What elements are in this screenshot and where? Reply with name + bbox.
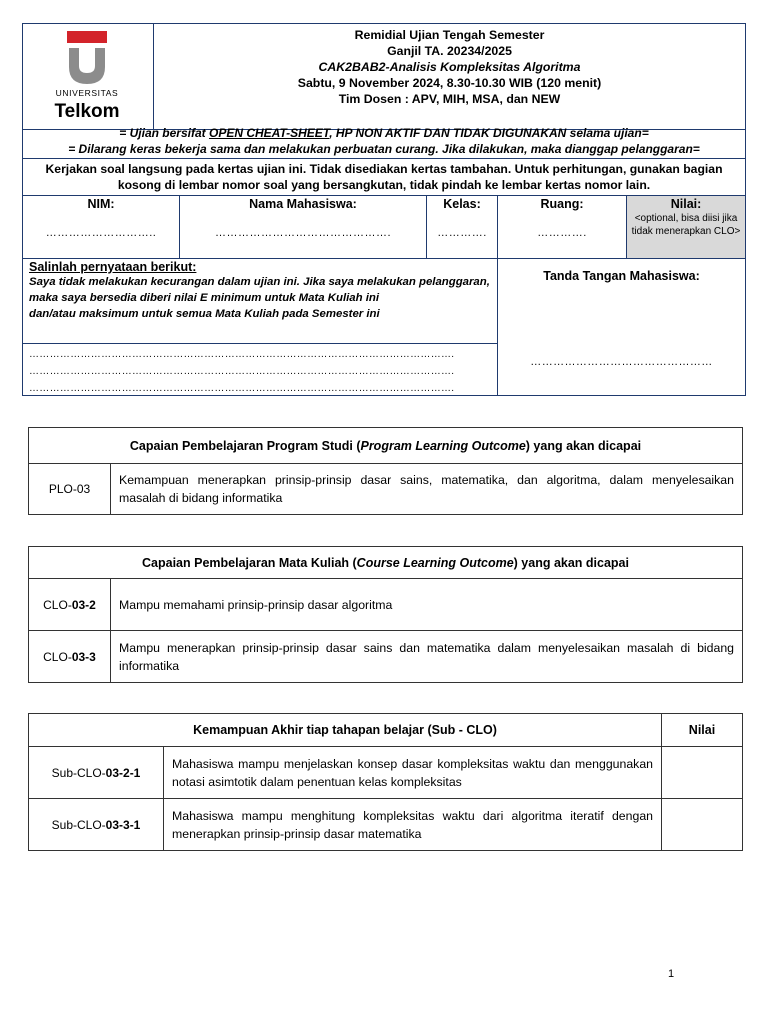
sub-clo-score-cell[interactable]	[662, 799, 743, 851]
table-row	[29, 631, 743, 683]
clo-table-header: Capaian Pembelajaran Mata Kuliah (Course Learning Outcome) yang akan dicapai	[29, 547, 743, 579]
logo-flag-icon	[67, 31, 107, 43]
sub-clo-description: Mahasiswa mampu menghitung kompleksitas waktu dari algoritma iteratif dengan menerapkan prinsip-prinsip dasar matematika	[164, 799, 662, 851]
table-row	[29, 579, 743, 631]
clo-description: Mampu memahami prinsip-prinsip dasar algoritma	[111, 579, 743, 631]
room-field[interactable]: Ruang: ………….	[498, 196, 627, 259]
sub-clo-code: Sub-CLO-03-2-1	[29, 747, 164, 799]
clo-code: CLO-03-3	[29, 631, 111, 683]
rule-line-2: = Dilarang keras bekerja sama dan melakukan perbuatan curang. Jika dilakukan, maka dianggap pelanggaran=	[68, 142, 700, 156]
page-number: 1	[668, 968, 675, 980]
rule-line-1: = Ujian bersifat OPEN CHEAT-SHEET, HP NON AKTIF DAN TIDAK DIGUNAKAN selama ujian=	[119, 126, 649, 140]
plo-table	[28, 427, 743, 515]
open-cheat-sheet-text: OPEN CHEAT-SHEET	[208, 126, 330, 140]
logo-text-telkom: Telkom	[54, 101, 120, 122]
score-field: Nilai: <optional, bisa diisi jika tidak menerapkan CLO>	[627, 196, 746, 259]
sub-clo-description: Mahasiswa mampu menjelaskan konsep dasar kompleksitas waktu dan menggunakan notasi asimtotik dalam penentuan kelas kompleksitas	[164, 747, 662, 799]
exam-term: Ganjil TA. 20234/2025	[387, 44, 512, 58]
exam-schedule: Sabtu, 9 November 2024, 8.30-10.30 WIB (120 menit)	[297, 76, 602, 90]
sub-clo-score-cell[interactable]	[662, 747, 743, 799]
statement-copy-lines[interactable]: ……………………………………………………………………………………………………………. ……………………………………………………………………………………………………………. …………………………………………………………………………………………………………….	[23, 343, 497, 397]
clo-table	[28, 546, 743, 683]
logo-text-universitas: UNIVERSITAS	[55, 88, 119, 98]
lecturer-team: Tim Dosen : APV, MIH, MSA, dan NEW	[338, 92, 561, 106]
table-row	[29, 464, 743, 515]
exam-instructions: Kerjakan soal langsung pada kertas ujian ini. Tidak disediakan kertas tambahan. Untuk perhitungan, gunakan bagian kosong di lembar nomor soal yang bersangkutan, tidak pindah ke lembar kertas nomor lain.	[22, 159, 746, 196]
sub-clo-table	[28, 713, 743, 851]
clo-code: CLO-03-2	[29, 579, 111, 631]
exam-header	[22, 23, 746, 130]
student-name-field[interactable]: Nama Mahasiswa: ……………………………………….	[180, 196, 427, 259]
class-field[interactable]: Kelas: ………….	[427, 196, 498, 259]
statement-heading: Salinlah pernyataan berikut:	[29, 260, 197, 274]
signature-box[interactable]	[497, 259, 746, 396]
exam-title-block	[154, 24, 746, 130]
telkom-logo-icon	[23, 24, 153, 124]
university-logo	[23, 24, 154, 130]
sub-clo-table-header: Kemampuan Akhir tiap tahapan belajar (Sub - CLO)	[29, 714, 662, 747]
course-name: CAK2BAB2-Analisis Kompleksitas Algoritma	[318, 60, 581, 74]
logo-u-shape-icon	[69, 48, 105, 84]
table-row	[29, 799, 743, 851]
signature-label: Tanda Tangan Mahasiswa:	[543, 269, 700, 283]
exam-title: Remidial Ujian Tengah Semester	[354, 28, 545, 42]
statement-text: Saya tidak melakukan kecurangan dalam ujian ini. Jika saya melakukan pelanggaran, maka saya bersedia diberi nilai E minimum untuk Mata Kuliah ini dan/atau maksimum untuk semua Mata Kuliah pada Semester ini	[29, 276, 490, 320]
nim-field[interactable]: NIM: ………………………..	[22, 196, 180, 259]
plo-description: Kemampuan menerapkan prinsip-prinsip dasar sains, matematika, dan algoritma, dalam menyelesaikan masalah di bidang informatika	[111, 464, 743, 515]
sub-clo-score-header: Nilai	[662, 714, 743, 747]
exam-rules	[22, 124, 746, 159]
plo-code: PLO-03	[29, 464, 111, 515]
plo-table-header: Capaian Pembelajaran Program Studi (Program Learning Outcome) yang akan dicapai	[29, 428, 743, 464]
signature-line: …………………………………………	[530, 356, 713, 368]
clo-description: Mampu menerapkan prinsip-prinsip dasar sains dan matematika dalam menyelesaikan masalah di bidang informatika	[111, 631, 743, 683]
integrity-statement	[22, 259, 498, 396]
sub-clo-code: Sub-CLO-03-3-1	[29, 799, 164, 851]
score-note: <optional, bisa diisi jika tidak menerapkan CLO>	[631, 213, 741, 237]
table-row	[29, 747, 743, 799]
